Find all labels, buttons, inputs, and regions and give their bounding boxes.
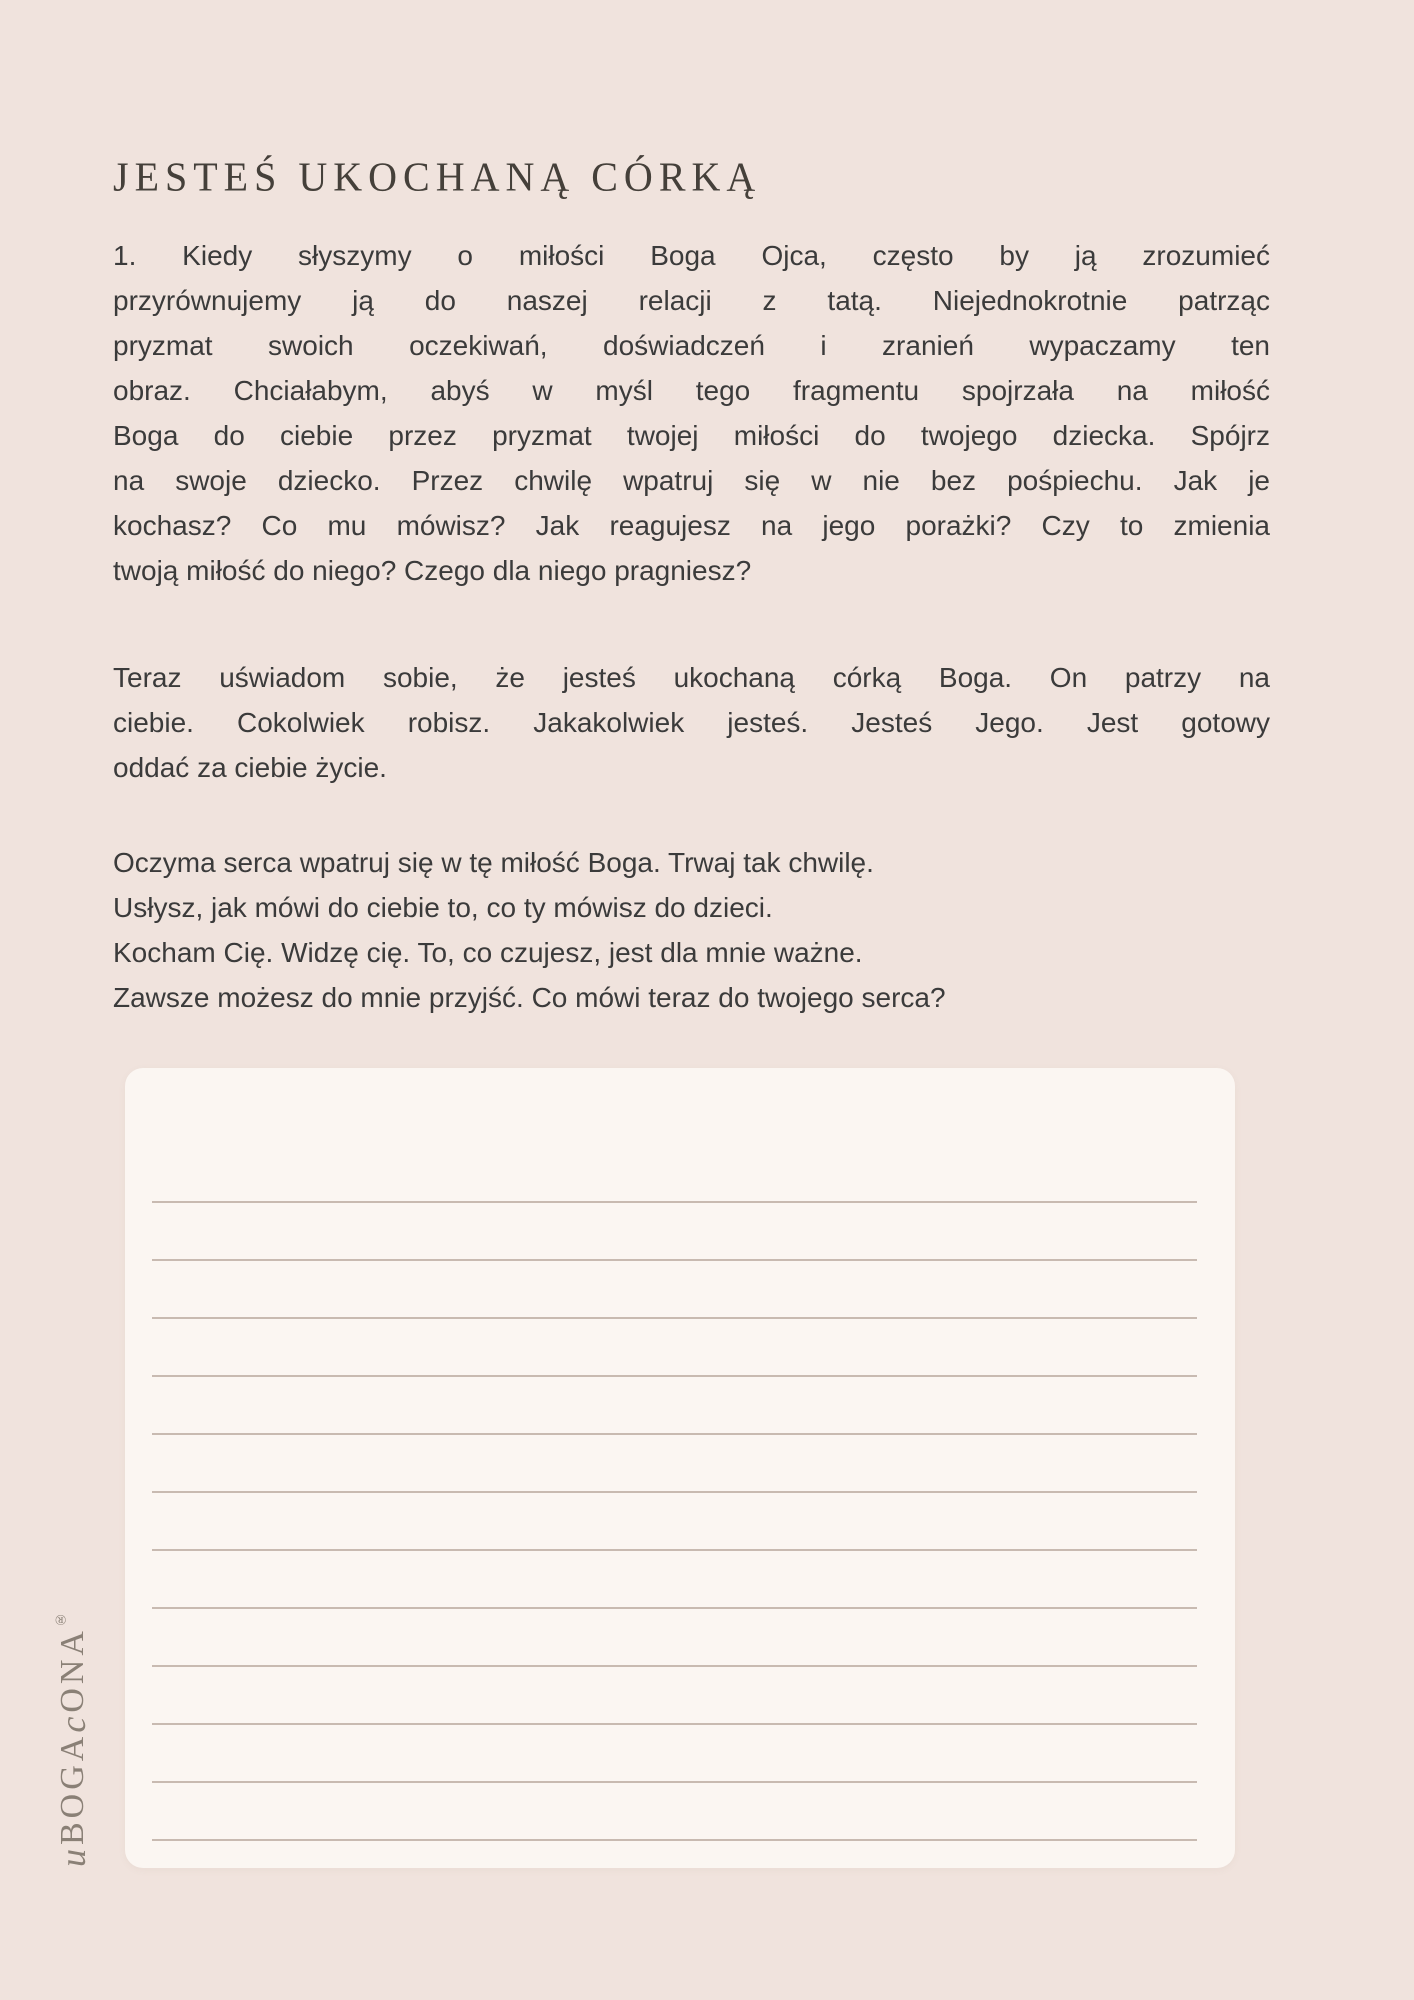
paragraph-line: Boga do ciebie przez pryzmat twojej miłości do twojego dziecka. Spójrz: [113, 420, 1270, 451]
paragraph-affirmation: [113, 655, 1270, 790]
paragraph-line: twoją miłość do niego? Czego dla niego pragniesz?: [113, 555, 752, 586]
brand-logo: [52, 1495, 94, 1867]
ruled-line: [152, 1261, 1197, 1319]
paragraph-line: Zawsze możesz do mnie przyjść. Co mówi teraz do twojego serca?: [113, 982, 946, 1013]
paragraph-line: Usłysz, jak mówi do ciebie to, co ty mówisz do dzieci.: [113, 892, 773, 923]
paragraph-meditation: [113, 840, 1270, 1020]
ruled-line: [152, 1203, 1197, 1261]
writing-area: [125, 1068, 1235, 1868]
paragraph-line: pryzmat swoich oczekiwań, doświadczeń i zranień wypaczamy ten: [113, 330, 1270, 361]
paragraph-line: Kocham Cię. Widzę cię. To, co czujesz, jest dla mnie ważne.: [113, 937, 863, 968]
paragraph-line: kochasz? Co mu mówisz? Jak reagujesz na jego porażki? Czy to zmienia: [113, 510, 1270, 541]
paragraph-intro: [113, 233, 1270, 593]
logo-script-prefix: u: [53, 1845, 93, 1867]
ruled-line: [152, 1493, 1197, 1551]
paragraph-line: obraz. Chciałabym, abyś w myśl tego fragmentu spojrzała na miłość: [113, 375, 1270, 406]
paragraph-line: Teraz uświadom sobie, że jesteś ukochaną córką Boga. On patrzy na: [113, 662, 1270, 693]
ruled-line: [152, 1551, 1197, 1609]
ruled-line: [152, 1377, 1197, 1435]
logo-part-boga: BOGA: [54, 1732, 91, 1845]
ruled-line: [152, 1783, 1197, 1841]
logo-part-ona: ONA: [54, 1627, 91, 1713]
ruled-lines: [152, 1068, 1197, 1841]
ruled-line: [152, 1667, 1197, 1725]
ruled-line: [152, 1145, 1197, 1203]
paragraph-line: oddać za ciebie życie.: [113, 752, 387, 783]
ruled-line: [152, 1435, 1197, 1493]
page-title: JESTEŚ UKOCHANĄ CÓRKĄ: [113, 153, 762, 200]
logo-script-letter: c: [53, 1712, 93, 1733]
paragraph-line: ciebie. Cokolwiek robisz. Jakakolwiek jesteś. Jesteś Jego. Jest gotowy: [113, 707, 1270, 738]
paragraph-line: przyrównujemy ją do naszej relacji z tatą. Niejednokrotnie patrząc: [113, 285, 1270, 316]
registered-trademark-icon: ®: [52, 1611, 69, 1627]
ruled-line: [152, 1319, 1197, 1377]
ruled-line: [152, 1609, 1197, 1667]
paragraph-line: na swoje dziecko. Przez chwilę wpatruj się w nie bez pośpiechu. Jak je: [113, 465, 1270, 496]
paragraph-line: Oczyma serca wpatruj się w tę miłość Boga. Trwaj tak chwilę.: [113, 847, 874, 878]
ruled-line: [152, 1725, 1197, 1783]
paragraph-line: 1. Kiedy słyszymy o miłości Boga Ojca, często by ją zrozumieć: [113, 240, 1270, 271]
